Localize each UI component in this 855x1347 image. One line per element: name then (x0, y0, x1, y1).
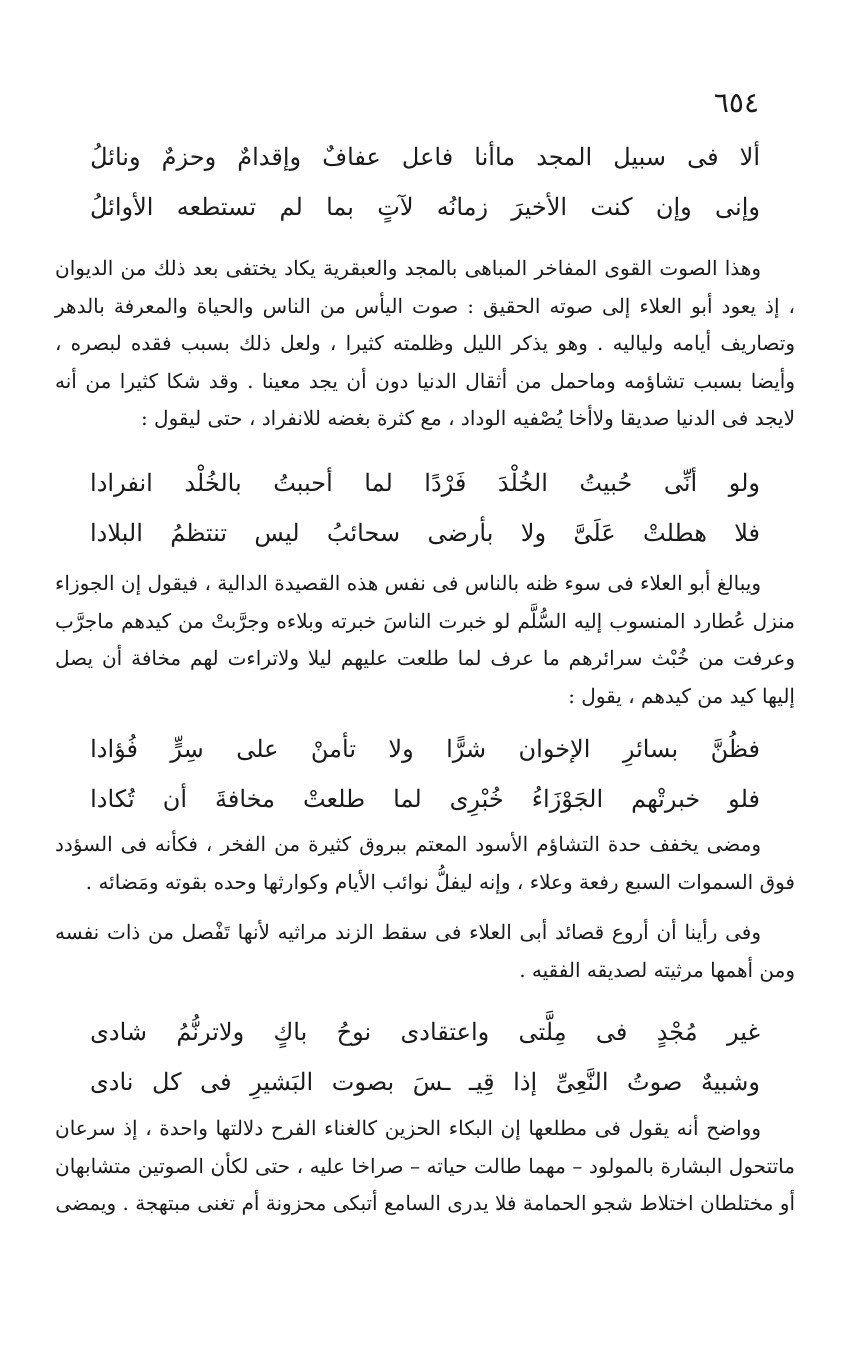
poem-word: وإنى (715, 193, 760, 221)
poem-word: قِيـ (468, 1068, 495, 1096)
poem-word: ولا (520, 519, 547, 547)
poem-block-4 (90, 1007, 760, 1107)
poem-word: سبيل (613, 143, 666, 171)
poem-word: عَلَىَّ (573, 519, 616, 547)
poem-word: تستطعه (176, 193, 257, 221)
poem-verse (90, 508, 760, 558)
poem-word: ليس (254, 519, 300, 547)
poem-word: نوحُ (336, 1018, 372, 1046)
poem-word: كنت (590, 193, 633, 221)
poem-word: وإن (655, 193, 692, 221)
poem-word: وحزمٌ (161, 143, 217, 171)
poem-word: بسائرِ (622, 735, 679, 763)
poem-word: ألا (739, 143, 760, 171)
poem-word: سِرٍّ (170, 735, 204, 763)
body-paragraph: ويبالغ أبو العلاء فى سوء ظنه بالناس فى نفس هذه القصيدة الدالية ، فيقول إن الجوزاء منزل عُطارد المنسوب إليه السُّلَّم لو خبرت الناسَ خبرته وبلاءه وجرَّبتْ من كيدهم ماجرَّب وعرفت من خُبْث سرائرهم ما عرف لما طلعت عليهم ليلا ولاتراءت لهم مخافة أن يصل إليها كيد من كيدهم ، يقول : (55, 571, 795, 708)
poem-verse (90, 182, 760, 232)
poem-word: فَرْدًا (424, 469, 467, 497)
poem-block-1 (90, 132, 760, 232)
poem-word: زمانُه (436, 193, 489, 221)
poem-word: البَشيرِ (250, 1068, 314, 1096)
poem-word: المجد (536, 143, 593, 171)
poem-word: فلا (734, 519, 760, 547)
body-paragraph: وفى رأينا أن أروع قصائد أبى العلاء فى سقط الزند مراثيه لأنها تَفْصل من ذات نفسه ومن أهمها مرثيته لصديقه الفقيه . (55, 920, 795, 982)
poem-block-3 (90, 724, 760, 824)
poem-word: شادى (90, 1018, 147, 1046)
body-paragraph: وهذا الصوت القوى المفاخر المباهى بالمجد والعبقرية يكاد يختفى بعد ذلك من الديوان ، إذ يعود أبو العلاء إلى صوته الحقيق : صوت اليأس من الناس والحياة والمعرفة بالدهر وتصاريف أيامه ولياليه . وهو يذكر الليل وظلمته كثيرا ، ولعل ذلك بسبب فقده لبصره ، وأيضا بسبب تشاؤمه وماحمل من أثقال الدنيا دون أن يجد معينا . وقد شكا كثيرا من أنه لايجد فى الدنيا صديقا ولاأخا يُصْفيه الوداد ، مع كثرة بغضه للانفراد ، حتى ليقول : (55, 256, 795, 430)
poem-word: مخافةَ (214, 785, 275, 813)
poem-word: فى (595, 1018, 628, 1046)
poem-word: عفافٌ (322, 143, 381, 171)
poem-word: باكٍ (273, 1018, 308, 1046)
poem-word: خُبْرِى (449, 785, 504, 813)
poem-word: بالخُلْد (184, 469, 242, 497)
poem-word: مِلَّتى (518, 1018, 567, 1046)
poem-word: تُكادا (90, 785, 135, 813)
poem-word: أحببتُ (273, 469, 333, 497)
poem-block-2 (90, 458, 760, 558)
poem-word: فظُنَّ (710, 735, 760, 763)
poem-word: لآتٍ (377, 193, 414, 221)
poem-word: بأرضى (427, 519, 494, 547)
poem-word: شرًّا (446, 735, 487, 763)
poem-word: الجَوْزَاءُ (531, 785, 604, 813)
poem-word: بصوت (331, 1068, 395, 1096)
poem-word: ـسَ (412, 1068, 451, 1096)
poem-word: خبرتْهم (631, 785, 701, 813)
poem-word: واعتقادى (400, 1018, 490, 1046)
poem-word: فاعل (401, 143, 454, 171)
poem-word: طلعتْ (302, 785, 366, 813)
poem-word: أن (162, 785, 187, 813)
poem-word: نادى (90, 1068, 134, 1096)
poem-word: انفرادا (90, 469, 153, 497)
poem-verse (90, 774, 760, 824)
poem-word: صوتُ (627, 1068, 683, 1096)
poem-word: الخُلْدَ (497, 469, 548, 497)
poem-verse (90, 724, 760, 774)
poem-word: لم (279, 193, 303, 221)
poem-word: فى (687, 143, 719, 171)
poem-word: وشبيهٌ (700, 1068, 760, 1096)
poem-word: ونائلُ (90, 143, 141, 171)
poem-word: فى (200, 1068, 232, 1096)
poem-verse (90, 458, 760, 508)
page-number: ٦٥٤ (713, 86, 759, 119)
poem-word: ولو (728, 469, 760, 497)
poem-verse (90, 1057, 760, 1107)
body-paragraph: وواضح أنه يقول فى مطلعها إن البكاء الحزين كالغناء الفرح دلالتها واحدة ، إذ سرعان ماتتحول البشارة بالمولود – مهما طالت حياته – صراخا عليه ، حتى لكأن الصوتين متشابهان أو مختلطان اختلاط شجو الحمامة فلا يدرى السامع أتبكى محزونة أم تغنى مبتهجة . ويمضى (55, 1116, 795, 1215)
poem-word: فُؤادا (90, 735, 139, 763)
poem-word: لما (364, 469, 393, 497)
poem-word: الأخيرَ (511, 193, 568, 221)
poem-word: سحائبُ (326, 519, 401, 547)
poem-word: مُجْدٍ (656, 1018, 698, 1046)
poem-word: إذا (513, 1068, 538, 1096)
poem-word: الأوائلُ (90, 193, 154, 221)
poem-word: حُبيتُ (579, 469, 633, 497)
poem-verse (90, 1007, 760, 1057)
poem-word: ماأنا (474, 143, 516, 171)
poem-word: هطلتْ (643, 519, 707, 547)
poem-word: وإقدامٌ (237, 143, 302, 171)
poem-word: فلو (728, 785, 760, 813)
poem-word: تنتظمُ (170, 519, 228, 547)
poem-word: تأمنْ (310, 735, 356, 763)
poem-word: ولاترنُّمُ (176, 1018, 245, 1046)
body-paragraph: ومضى يخفف حدة التشاؤم الأسود المعتم ببروق كثيرة من الفخر ، فكأنه فى السؤدد فوق السموات السبع رفعة وعلاء ، وإنه ليفلُّ نوائب الأيام وكوارثها وحده بقوته ومَضائه . (55, 832, 795, 894)
poem-word: غير (726, 1018, 760, 1046)
poem-word: البلادا (90, 519, 143, 547)
poem-word: كل (151, 1068, 182, 1096)
poem-word: الإخوان (518, 735, 591, 763)
poem-word: بما (326, 193, 354, 221)
poem-word: ولا (388, 735, 414, 763)
poem-word: على (236, 735, 279, 763)
poem-word: أنِّى (663, 469, 698, 497)
poem-word: النَّعِىِّ (555, 1068, 609, 1096)
poem-word: لما (393, 785, 422, 813)
poem-verse (90, 132, 760, 182)
